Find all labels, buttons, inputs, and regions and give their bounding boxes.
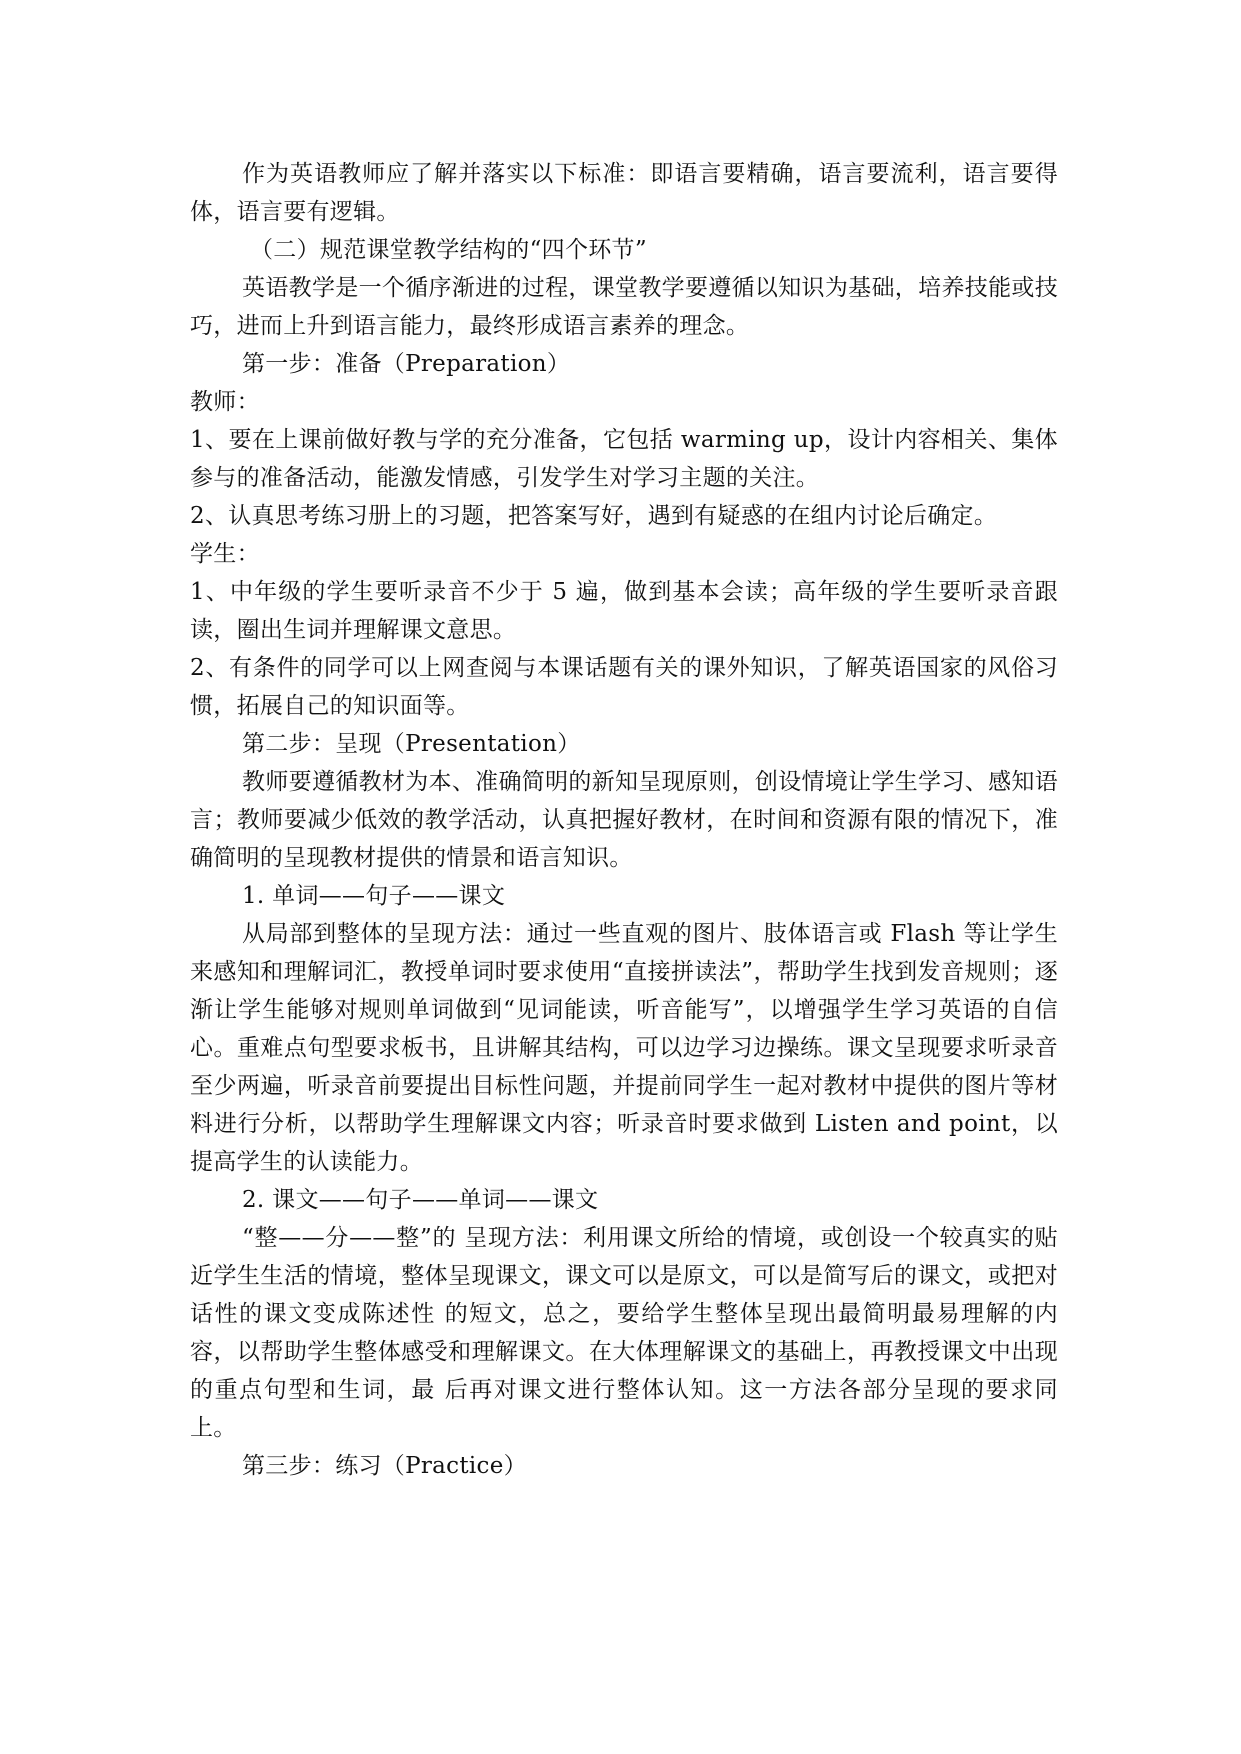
label-teacher: 教师：: [190, 389, 260, 415]
step-heading-preparation: 第一步：准备（Preparation）: [242, 351, 571, 377]
step-heading-presentation: 第二步：呈现（Presentation）: [242, 731, 581, 757]
paragraph-standards: 作为英语教师应了解并落实以下标准：即语言要精确，语言要流利，语言要得体，语言要有逻辑。: [190, 161, 1058, 225]
section-heading-four-steps: （二）规范课堂教学结构的“四个环节”: [250, 237, 647, 263]
document-page: [190, 155, 1058, 1485]
paragraph-part-to-whole: 从局部到整体的呈现方法：通过一些直观的图片、肢体语言或 Flash 等让学生来感知和理解词汇，教授单词时要求使用“直接拼读法”，帮助学生找到发音规则；逐渐让学生能够对规则单词做到“见词能读，听音能写”，以增强学生学习英语的自信心。重难点句型要求板书，且讲解其结构，可以边学习边操练。课文呈现要求听录音至少两遍，听录音前要提出目标性问题，并提前同学生一起对教材中提供的图片等材料进行分析，以帮助学生理解课文内容；听录音时要求做到 Listen and point，以提高学生的认读能力。: [190, 921, 1058, 1175]
teacher-item-1: 1、要在上课前做好教与学的充分准备，它包括 warming up，设计内容相关、集体参与的准备活动，能激发情感，引发学生对学习主题的关注。: [190, 427, 1058, 491]
subheading-word-sentence-text: 1. 单词——句子——课文: [242, 883, 506, 909]
paragraph-presentation-principle: 教师要遵循教材为本、准确简明的新知呈现原则，创设情境让学生学习、感知语言；教师要减少低效的教学活动，认真把握好教材，在时间和资源有限的情况下，准确简明的呈现教材提供的情景和语言知识。: [190, 769, 1058, 871]
teacher-item-2: 2、认真思考练习册上的习题，把答案写好，遇到有疑惑的在组内讨论后确定。: [190, 503, 998, 529]
step-heading-practice: 第三步：练习（Practice）: [242, 1453, 527, 1479]
subheading-text-sentence-word-text: 2. 课文——句子——单词——课文: [242, 1187, 599, 1213]
label-student: 学生：: [190, 541, 260, 567]
paragraph-teaching-process: 英语教学是一个循序渐进的过程，课堂教学要遵循以知识为基础，培养技能或技巧，进而上升到语言能力，最终形成语言素养的理念。: [190, 275, 1058, 339]
student-item-2: 2、有条件的同学可以上网查阅与本课话题有关的课外知识，了解英语国家的风俗习惯，拓展自己的知识面等。: [190, 655, 1058, 719]
student-item-1: 1、中年级的学生要听录音不少于 5 遍，做到基本会读；高年级的学生要听录音跟读，圈出生词并理解课文意思。: [190, 579, 1058, 643]
paragraph-whole-part-whole: “整——分——整”的 呈现方法：利用课文所给的情境，或创设一个较真实的贴近学生生活的情境，整体呈现课文，课文可以是原文，可以是简写后的课文，或把对话性的课文变成陈述性 的短文，总之，要给学生整体呈现出最简明最易理解的内容，以帮助学生整体感受和理解课文。在大体理解课文的基础上，再教授课文中出现的重点句型和生词，最 后再对课文进行整体认知。这一方法各部分呈现的要求同上。: [190, 1225, 1058, 1441]
